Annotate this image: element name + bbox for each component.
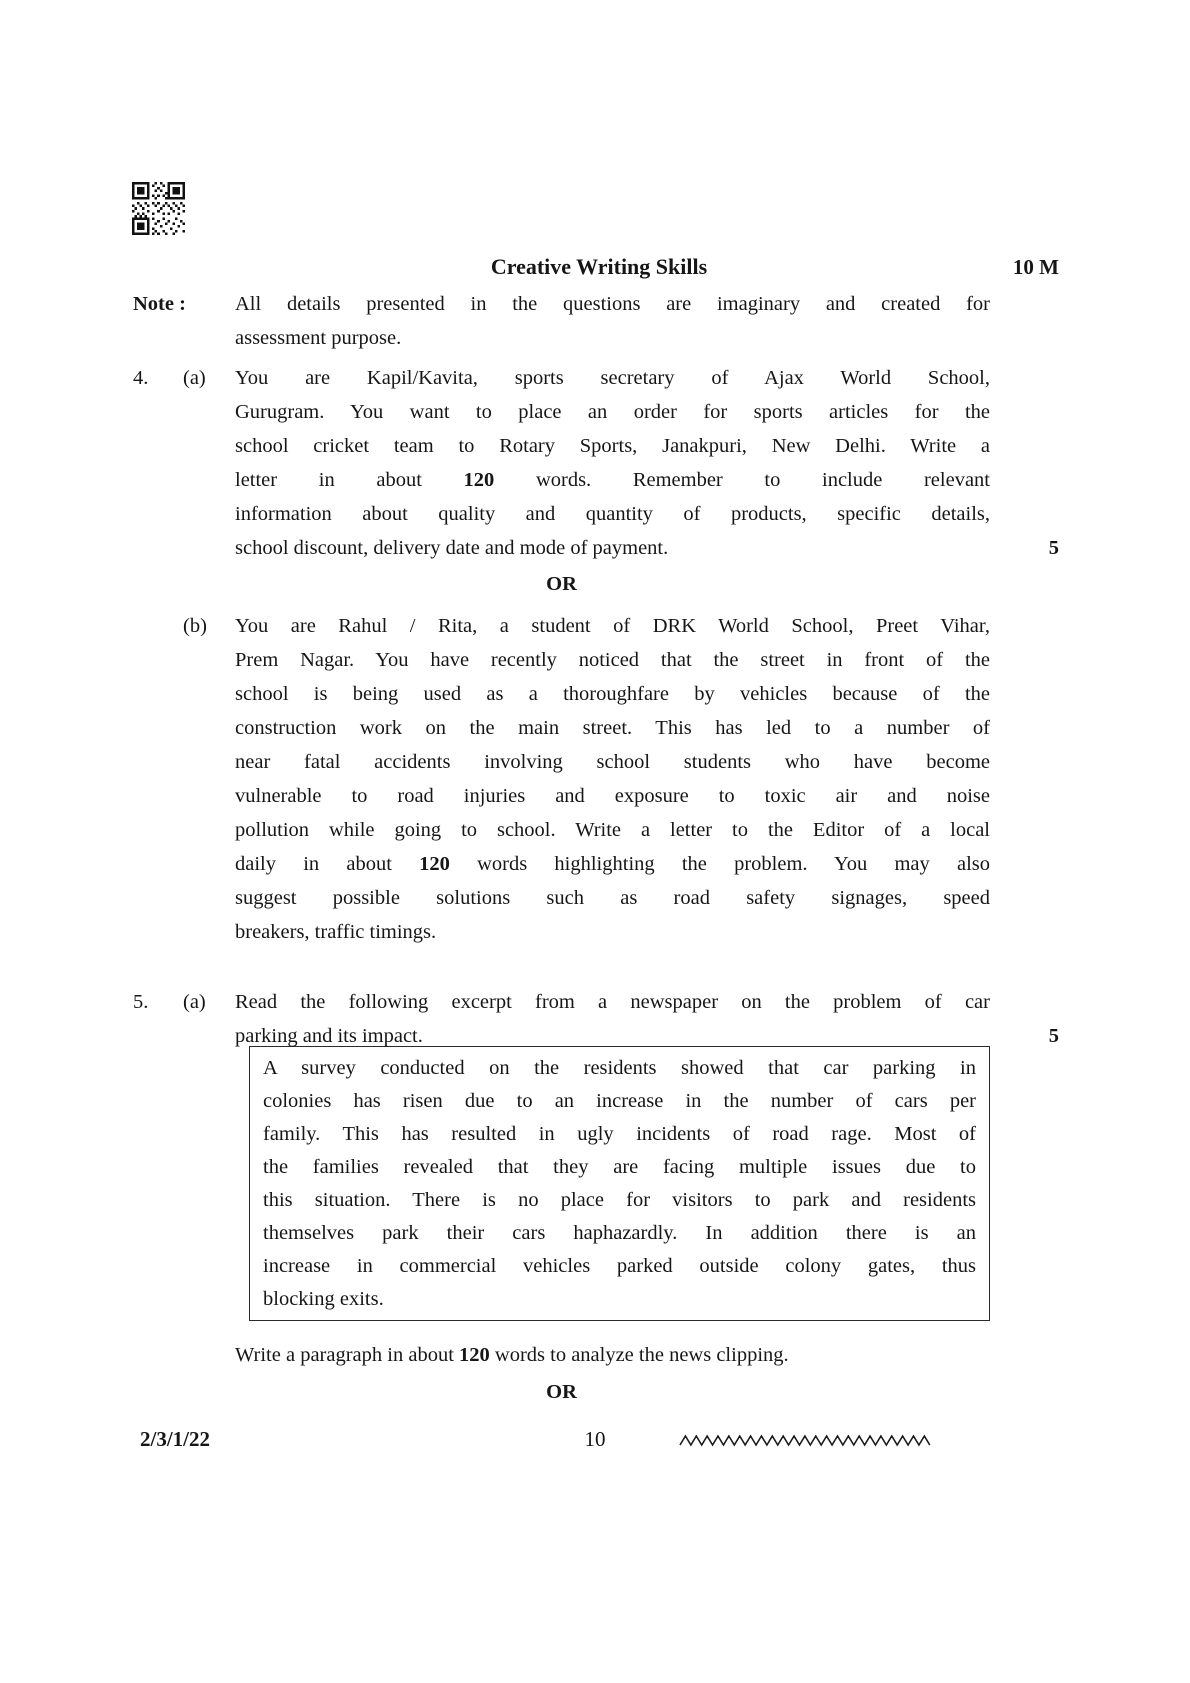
text-line: suggest possible solutions such as road safety signages, speed [235,887,990,909]
text-line: letter in about 120 words. Remember to include relevant [235,469,990,491]
excerpt-box [249,1046,990,1321]
question-number: 5. [133,991,149,1013]
text-line: breakers, traffic timings. [235,921,437,943]
question-number: 4. [133,367,149,389]
text-line: Gurugram. You want to place an order for sports articles for the [235,401,990,423]
question-4b [133,609,1065,949]
paper-code: 2/3/1/22 [140,1427,211,1451]
or-separator: OR [546,573,577,595]
or-separator: OR [546,1381,577,1403]
question-number [133,609,183,949]
text-line: assessment purpose. [235,327,402,349]
marks-value: 5 [1048,537,1059,559]
text-line: vulnerable to road injuries and exposure to toxic air and noise [235,785,990,807]
text-line: daily in about 120 words highlighting the problem. You may also [235,853,990,875]
text-line: All details presented in the questions are imaginary and created for [235,293,990,315]
marks-column-spacer [990,287,1065,355]
marks-value: 5 [1048,1025,1059,1047]
text-line: You are Rahul / Rita, a student of DRK World School, Preet Vihar, [235,615,990,637]
text-line: the families revealed that they are facing multiple issues due to [263,1156,976,1178]
question-5a [133,985,1065,1053]
text-line: Write a paragraph in about 120 words to analyze the news clipping. [235,1344,789,1366]
marks-column-spacer [990,609,1065,949]
note-text [235,287,990,355]
text-line: Read the following excerpt from a newspaper on the problem of car [235,991,990,1013]
text-line: blocking exits. [263,1288,384,1310]
write-instruction [235,1338,990,1372]
text-line: colonies has risen due to an increase in the number of cars per [263,1090,976,1112]
text-line: this situation. There is no place for visitors to park and residents [263,1189,976,1211]
content [133,0,1065,1409]
text-line: information about quality and quantity of products, specific details, [235,503,990,525]
note-section [133,287,1065,355]
text-line: school discount, delivery date and mode of payment. [235,537,669,559]
header [133,250,1065,284]
text-line: parking and its impact. [235,1025,423,1047]
page-title: Creative Writing Skills [490,254,708,279]
text-line: school cricket team to Rotary Sports, Janakpuri, New Delhi. Write a [235,435,990,457]
page-number: 10 [584,1427,606,1451]
part-label: (a) [183,991,206,1013]
question-4a [133,361,1065,565]
text-line: family. This has resulted in ugly incidents of road rage. Most of [263,1123,976,1145]
text-line: A survey conducted on the residents showed that car parking in [263,1057,976,1079]
text-line: Prem Nagar. You have recently noticed that the street in front of the [235,649,990,671]
note-label: Note : [133,293,186,315]
page-footer [0,1422,1190,1456]
text-line: construction work on the main street. This has led to a number of [235,717,990,739]
text-line: school is being used as a thoroughfare by vehicles because of the [235,683,990,705]
question-text [235,609,990,949]
squiggle-line-icon [678,1432,932,1448]
text-line: themselves park their cars haphazardly. In addition there is an [263,1222,976,1244]
question-text [235,985,990,1053]
part-label: (a) [183,367,206,389]
text-line: near fatal accidents involving school students who have become [235,751,990,773]
question-text [235,361,990,565]
part-label: (b) [183,615,207,637]
text-line: increase in commercial vehicles parked outside colony gates, thus [263,1255,976,1277]
total-marks: 10 M [1012,255,1059,279]
text-line: pollution while going to school. Write a letter to the Editor of a local [235,819,990,841]
text-line: You are Kapil/Kavita, sports secretary of Ajax World School, [235,367,990,389]
